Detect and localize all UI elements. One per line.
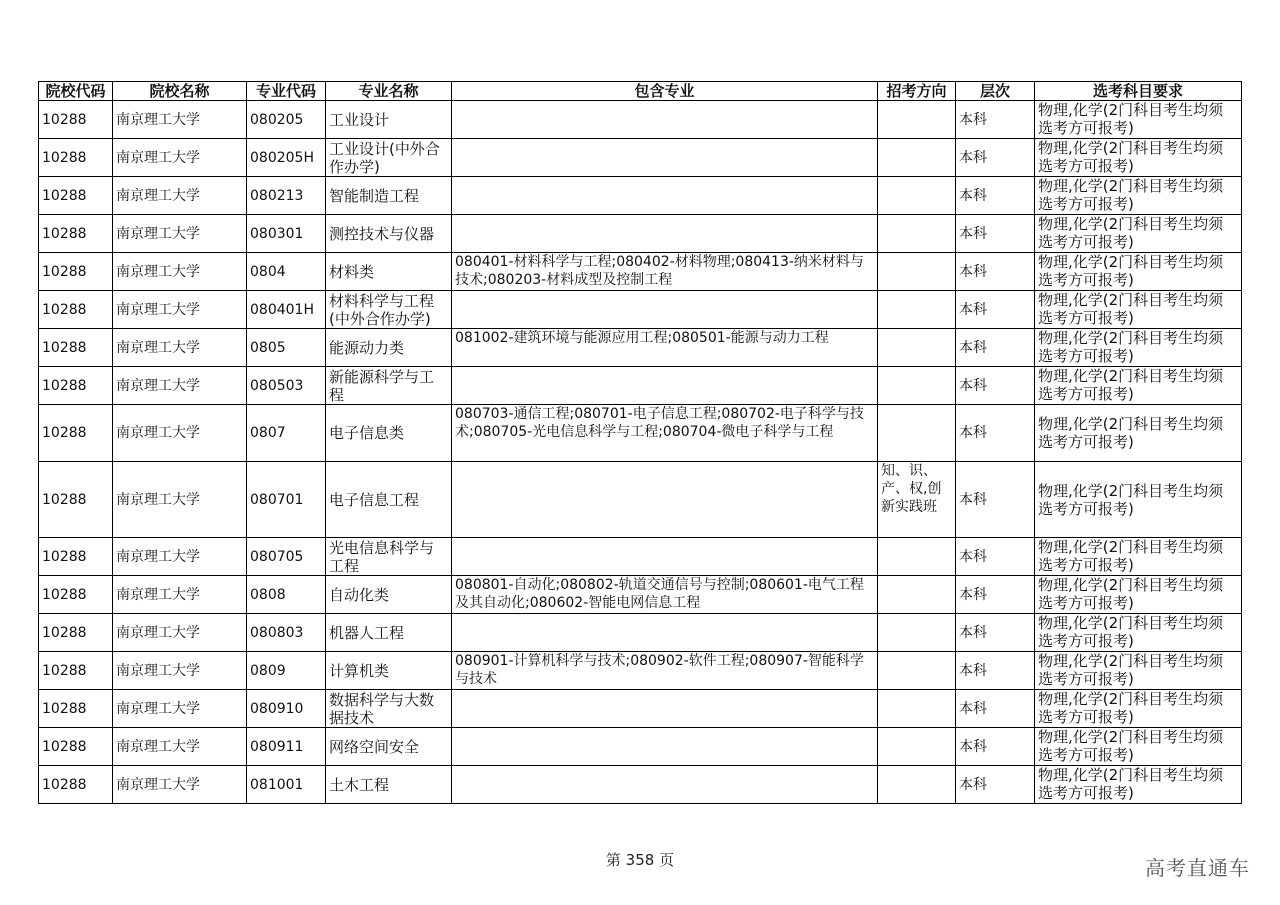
school-code-cell: 10288	[39, 367, 113, 405]
included-majors-cell	[452, 766, 878, 804]
direction-cell	[878, 253, 956, 291]
direction-cell	[878, 177, 956, 215]
school-code-cell: 10288	[39, 652, 113, 690]
major-code-cell: 080213	[247, 177, 326, 215]
school-code-cell: 10288	[39, 462, 113, 538]
included-majors-cell: 080401-材料科学与工程;080402-材料物理;080413-纳米材料与技术;080203-材料成型及控制工程	[452, 253, 878, 291]
school-name-cell: 南京理工大学	[113, 766, 247, 804]
direction-cell	[878, 652, 956, 690]
table-row	[39, 215, 1242, 253]
school-code-cell: 10288	[39, 253, 113, 291]
school-name-cell: 南京理工大学	[113, 139, 247, 177]
direction-cell	[878, 405, 956, 462]
school-name-cell: 南京理工大学	[113, 576, 247, 614]
school-code-cell: 10288	[39, 576, 113, 614]
included-majors-cell: 080901-计算机科学与技术;080902-软件工程;080907-智能科学与技术	[452, 652, 878, 690]
school-code-cell: 10288	[39, 101, 113, 139]
level-cell: 本科	[956, 291, 1035, 329]
level-cell: 本科	[956, 253, 1035, 291]
header-admission-direction: 招考方向	[878, 82, 956, 101]
major-code-cell: 0805	[247, 329, 326, 367]
header-major-name: 专业名称	[326, 82, 452, 101]
major-name-cell: 网络空间安全	[326, 728, 452, 766]
table-row	[39, 690, 1242, 728]
school-code-cell: 10288	[39, 728, 113, 766]
table-row	[39, 728, 1242, 766]
requirement-cell: 物理,化学(2门科目考生均须选考方可报考)	[1035, 728, 1242, 766]
major-code-cell: 080401H	[247, 291, 326, 329]
included-majors-cell	[452, 139, 878, 177]
major-code-cell: 081001	[247, 766, 326, 804]
direction-cell	[878, 614, 956, 652]
school-name-cell: 南京理工大学	[113, 614, 247, 652]
major-name-cell: 能源动力类	[326, 329, 452, 367]
table-row	[39, 614, 1242, 652]
table-row	[39, 766, 1242, 804]
table-row	[39, 139, 1242, 177]
level-cell: 本科	[956, 101, 1035, 139]
major-code-cell: 080910	[247, 690, 326, 728]
level-cell: 本科	[956, 462, 1035, 538]
level-cell: 本科	[956, 405, 1035, 462]
included-majors-cell	[452, 462, 878, 538]
table-row	[39, 405, 1242, 462]
major-name-cell: 新能源科学与工程	[326, 367, 452, 405]
requirement-cell: 物理,化学(2门科目考生均须选考方可报考)	[1035, 652, 1242, 690]
table-row	[39, 462, 1242, 538]
included-majors-cell	[452, 690, 878, 728]
major-name-cell: 智能制造工程	[326, 177, 452, 215]
requirement-cell: 物理,化学(2门科目考生均须选考方可报考)	[1035, 291, 1242, 329]
school-code-cell: 10288	[39, 766, 113, 804]
included-majors-cell: 080703-通信工程;080701-电子信息工程;080702-电子科学与技术;080705-光电信息科学与工程;080704-微电子科学与工程	[452, 405, 878, 462]
level-cell: 本科	[956, 329, 1035, 367]
direction-cell	[878, 329, 956, 367]
included-majors-cell	[452, 101, 878, 139]
page-number: 第 358 页	[605, 851, 675, 869]
major-name-cell: 光电信息科学与工程	[326, 538, 452, 576]
table-row	[39, 576, 1242, 614]
school-code-cell: 10288	[39, 139, 113, 177]
school-name-cell: 南京理工大学	[113, 215, 247, 253]
watermark: 高考直通车	[1145, 856, 1250, 880]
direction-cell	[878, 139, 956, 177]
requirement-cell: 物理,化学(2门科目考生均须选考方可报考)	[1035, 462, 1242, 538]
requirement-cell: 物理,化学(2门科目考生均须选考方可报考)	[1035, 766, 1242, 804]
level-cell: 本科	[956, 652, 1035, 690]
school-name-cell: 南京理工大学	[113, 728, 247, 766]
direction-cell	[878, 728, 956, 766]
requirement-cell: 物理,化学(2门科目考生均须选考方可报考)	[1035, 538, 1242, 576]
table-row	[39, 253, 1242, 291]
direction-cell	[878, 291, 956, 329]
major-name-cell: 计算机类	[326, 652, 452, 690]
table-row	[39, 291, 1242, 329]
school-name-cell: 南京理工大学	[113, 405, 247, 462]
direction-cell	[878, 576, 956, 614]
requirement-cell: 物理,化学(2门科目考生均须选考方可报考)	[1035, 614, 1242, 652]
school-name-cell: 南京理工大学	[113, 329, 247, 367]
major-code-cell: 080205H	[247, 139, 326, 177]
requirement-cell: 物理,化学(2门科目考生均须选考方可报考)	[1035, 101, 1242, 139]
table-row	[39, 177, 1242, 215]
table-row	[39, 101, 1242, 139]
school-name-cell: 南京理工大学	[113, 652, 247, 690]
school-code-cell: 10288	[39, 329, 113, 367]
major-code-cell: 080705	[247, 538, 326, 576]
requirement-cell: 物理,化学(2门科目考生均须选考方可报考)	[1035, 253, 1242, 291]
requirement-cell: 物理,化学(2门科目考生均须选考方可报考)	[1035, 139, 1242, 177]
direction-cell	[878, 367, 956, 405]
major-name-cell: 材料类	[326, 253, 452, 291]
major-name-cell: 工业设计	[326, 101, 452, 139]
included-majors-cell	[452, 728, 878, 766]
direction-cell: 知、识、产、权,创新实践班	[878, 462, 956, 538]
level-cell: 本科	[956, 690, 1035, 728]
school-code-cell: 10288	[39, 614, 113, 652]
major-code-cell: 0809	[247, 652, 326, 690]
major-code-cell: 080803	[247, 614, 326, 652]
major-name-cell: 土木工程	[326, 766, 452, 804]
table-row	[39, 329, 1242, 367]
school-name-cell: 南京理工大学	[113, 101, 247, 139]
requirement-cell: 物理,化学(2门科目考生均须选考方可报考)	[1035, 576, 1242, 614]
level-cell: 本科	[956, 576, 1035, 614]
major-code-cell: 080911	[247, 728, 326, 766]
level-cell: 本科	[956, 538, 1035, 576]
school-code-cell: 10288	[39, 291, 113, 329]
school-code-cell: 10288	[39, 405, 113, 462]
direction-cell	[878, 215, 956, 253]
table-row	[39, 367, 1242, 405]
included-majors-cell	[452, 614, 878, 652]
admission-table	[38, 81, 1242, 804]
included-majors-cell: 080801-自动化;080802-轨道交通信号与控制;080601-电气工程及其自动化;080602-智能电网信息工程	[452, 576, 878, 614]
school-name-cell: 南京理工大学	[113, 291, 247, 329]
school-name-cell: 南京理工大学	[113, 177, 247, 215]
major-code-cell: 080301	[247, 215, 326, 253]
header-major-code: 专业代码	[247, 82, 326, 101]
school-code-cell: 10288	[39, 690, 113, 728]
major-name-cell: 自动化类	[326, 576, 452, 614]
major-code-cell: 080701	[247, 462, 326, 538]
requirement-cell: 物理,化学(2门科目考生均须选考方可报考)	[1035, 177, 1242, 215]
level-cell: 本科	[956, 215, 1035, 253]
level-cell: 本科	[956, 614, 1035, 652]
school-name-cell: 南京理工大学	[113, 462, 247, 538]
school-code-cell: 10288	[39, 538, 113, 576]
major-code-cell: 080205	[247, 101, 326, 139]
level-cell: 本科	[956, 177, 1035, 215]
school-name-cell: 南京理工大学	[113, 690, 247, 728]
requirement-cell: 物理,化学(2门科目考生均须选考方可报考)	[1035, 690, 1242, 728]
table-row	[39, 652, 1242, 690]
header-row	[39, 82, 1242, 101]
included-majors-cell	[452, 538, 878, 576]
included-majors-cell: 081002-建筑环境与能源应用工程;080501-能源与动力工程	[452, 329, 878, 367]
major-code-cell: 0804	[247, 253, 326, 291]
header-included-majors: 包含专业	[452, 82, 878, 101]
school-code-cell: 10288	[39, 177, 113, 215]
direction-cell	[878, 690, 956, 728]
school-name-cell: 南京理工大学	[113, 367, 247, 405]
major-name-cell: 数据科学与大数据技术	[326, 690, 452, 728]
level-cell: 本科	[956, 766, 1035, 804]
requirement-cell: 物理,化学(2门科目考生均须选考方可报考)	[1035, 405, 1242, 462]
level-cell: 本科	[956, 367, 1035, 405]
school-name-cell: 南京理工大学	[113, 253, 247, 291]
included-majors-cell	[452, 177, 878, 215]
direction-cell	[878, 538, 956, 576]
header-level: 层次	[956, 82, 1035, 101]
header-school-name: 院校名称	[113, 82, 247, 101]
level-cell: 本科	[956, 139, 1035, 177]
direction-cell	[878, 766, 956, 804]
major-name-cell: 电子信息工程	[326, 462, 452, 538]
major-code-cell: 0807	[247, 405, 326, 462]
requirement-cell: 物理,化学(2门科目考生均须选考方可报考)	[1035, 329, 1242, 367]
major-code-cell: 080503	[247, 367, 326, 405]
requirement-cell: 物理,化学(2门科目考生均须选考方可报考)	[1035, 215, 1242, 253]
major-name-cell: 测控技术与仪器	[326, 215, 452, 253]
major-name-cell: 工业设计(中外合作办学)	[326, 139, 452, 177]
major-code-cell: 0808	[247, 576, 326, 614]
level-cell: 本科	[956, 728, 1035, 766]
major-name-cell: 电子信息类	[326, 405, 452, 462]
requirement-cell: 物理,化学(2门科目考生均须选考方可报考)	[1035, 367, 1242, 405]
direction-cell	[878, 101, 956, 139]
header-subject-requirement: 选考科目要求	[1035, 82, 1242, 101]
school-code-cell: 10288	[39, 215, 113, 253]
major-name-cell: 机器人工程	[326, 614, 452, 652]
school-name-cell: 南京理工大学	[113, 538, 247, 576]
included-majors-cell	[452, 367, 878, 405]
table-row	[39, 538, 1242, 576]
major-name-cell: 材料科学与工程(中外合作办学)	[326, 291, 452, 329]
included-majors-cell	[452, 215, 878, 253]
included-majors-cell	[452, 291, 878, 329]
header-school-code: 院校代码	[39, 82, 113, 101]
